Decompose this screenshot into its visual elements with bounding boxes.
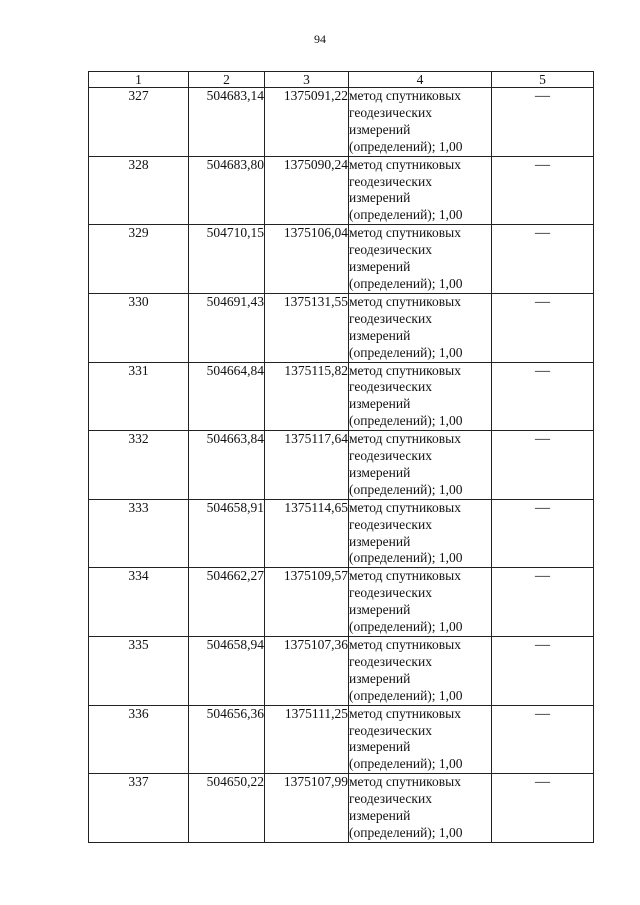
dash-mark: — <box>535 362 550 379</box>
method-cell <box>349 774 492 843</box>
column-5-cell <box>492 499 594 568</box>
column-5-cell <box>492 431 594 500</box>
dash-mark: — <box>535 293 550 310</box>
column-5-cell <box>492 568 594 637</box>
page-number: 94 <box>314 32 326 46</box>
point-number-cell: 333 <box>89 499 189 568</box>
method-text-line: измерений <box>349 396 411 412</box>
y-coordinate-cell: 1375107,99 <box>265 774 349 843</box>
method-text-line: измерений <box>349 259 411 275</box>
method-cell <box>349 431 492 500</box>
y-coordinate-cell: 1375115,82 <box>265 362 349 431</box>
dash-mark: — <box>535 88 550 104</box>
y-coordinate-cell: 1375117,64 <box>265 431 349 500</box>
table-row <box>89 156 594 225</box>
column-5-cell <box>492 225 594 294</box>
point-number-cell: 334 <box>89 568 189 637</box>
method-text-line: (определений); 1,00 <box>349 481 463 497</box>
y-coordinate-cell: 1375114,65 <box>265 499 349 568</box>
dash-mark: — <box>535 431 550 448</box>
dash-mark: — <box>535 705 550 722</box>
y-coordinate-cell: 1375109,57 <box>265 568 349 637</box>
table-row <box>89 88 594 157</box>
method-text-line: метод спутниковых <box>349 293 461 309</box>
method-text-line: метод спутниковых <box>349 499 461 515</box>
point-number-cell: 327 <box>89 88 189 157</box>
header-col-4: 4 <box>349 72 492 88</box>
x-coordinate-cell: 504663,84 <box>189 431 265 500</box>
column-5-cell <box>492 705 594 774</box>
dash-mark: — <box>535 499 550 516</box>
dash-mark: — <box>535 156 550 173</box>
column-5-cell <box>492 637 594 706</box>
column-5-cell <box>492 293 594 362</box>
method-text-line: (определений); 1,00 <box>349 344 463 360</box>
table-row <box>89 362 594 431</box>
method-text-line: (определений); 1,00 <box>349 687 463 703</box>
method-text-line: (определений); 1,00 <box>349 619 463 635</box>
table-body <box>89 88 594 843</box>
method-text-line: геодезических <box>349 104 432 120</box>
method-cell <box>349 705 492 774</box>
method-cell <box>349 568 492 637</box>
table-row <box>89 499 594 568</box>
table-row <box>89 774 594 843</box>
point-number-cell: 332 <box>89 431 189 500</box>
x-coordinate-cell: 504683,80 <box>189 156 265 225</box>
column-5-cell <box>492 88 594 157</box>
method-text-line: измерений <box>349 121 411 137</box>
table-row <box>89 568 594 637</box>
method-text-line: (определений); 1,00 <box>349 275 463 291</box>
method-cell <box>349 225 492 294</box>
table-row <box>89 637 594 706</box>
method-text-line: метод спутниковых <box>349 568 461 584</box>
x-coordinate-cell: 504658,94 <box>189 637 265 706</box>
method-text-line: измерений <box>349 464 411 480</box>
point-number-cell: 335 <box>89 637 189 706</box>
point-number-cell: 331 <box>89 362 189 431</box>
method-text-line: геодезических <box>349 585 432 601</box>
method-text-line: геодезических <box>349 448 432 464</box>
header-col-2: 2 <box>189 72 265 88</box>
method-text-line: метод спутниковых <box>349 431 461 447</box>
method-text-line: метод спутниковых <box>349 156 461 172</box>
method-text-line: измерений <box>349 739 411 755</box>
method-text-line: геодезических <box>349 379 432 395</box>
column-5-cell <box>492 156 594 225</box>
point-number-cell: 330 <box>89 293 189 362</box>
method-text-line: измерений <box>349 533 411 549</box>
method-text-line: измерений <box>349 190 411 206</box>
method-text-line: (определений); 1,00 <box>349 550 463 566</box>
method-text-line: геодезических <box>349 310 432 326</box>
x-coordinate-cell: 504664,84 <box>189 362 265 431</box>
method-text-line: метод спутниковых <box>349 225 461 241</box>
y-coordinate-cell: 1375106,04 <box>265 225 349 294</box>
method-text-line: (определений); 1,00 <box>349 413 463 429</box>
table-row <box>89 293 594 362</box>
y-coordinate-cell: 1375090,24 <box>265 156 349 225</box>
table-row <box>89 225 594 294</box>
point-number-cell: 337 <box>89 774 189 843</box>
method-text-line: геодезических <box>349 791 432 807</box>
method-text-line: измерений <box>349 670 411 686</box>
point-number-cell: 328 <box>89 156 189 225</box>
header-col-3: 3 <box>265 72 349 88</box>
point-number-cell: 329 <box>89 225 189 294</box>
column-5-cell <box>492 362 594 431</box>
x-coordinate-cell: 504656,36 <box>189 705 265 774</box>
method-text-line: измерений <box>349 327 411 343</box>
method-text-line: (определений); 1,00 <box>349 207 463 223</box>
y-coordinate-cell: 1375107,36 <box>265 637 349 706</box>
method-text-line: геодезических <box>349 653 432 669</box>
method-cell <box>349 362 492 431</box>
dash-mark: — <box>535 774 550 791</box>
method-cell <box>349 293 492 362</box>
point-number-cell: 336 <box>89 705 189 774</box>
method-text-line: измерений <box>349 808 411 824</box>
dash-mark: — <box>535 225 550 242</box>
dash-mark: — <box>535 568 550 585</box>
method-cell <box>349 499 492 568</box>
table-row <box>89 431 594 500</box>
y-coordinate-cell: 1375091,22 <box>265 88 349 157</box>
coordinates-table <box>88 71 594 843</box>
column-5-cell <box>492 774 594 843</box>
x-coordinate-cell: 504683,14 <box>189 88 265 157</box>
method-cell <box>349 156 492 225</box>
method-text-line: метод спутниковых <box>349 88 461 103</box>
table-row <box>89 705 594 774</box>
method-text-line: геодезических <box>349 242 432 258</box>
method-text-line: геодезических <box>349 516 432 532</box>
x-coordinate-cell: 504662,27 <box>189 568 265 637</box>
header-col-5: 5 <box>492 72 594 88</box>
dash-mark: — <box>535 637 550 653</box>
method-text-line: (определений); 1,00 <box>349 138 463 154</box>
x-coordinate-cell: 504691,43 <box>189 293 265 362</box>
header-row <box>89 72 594 88</box>
method-text-line: метод спутниковых <box>349 637 461 652</box>
method-text-line: (определений); 1,00 <box>349 756 463 772</box>
table-header <box>89 72 594 88</box>
method-text-line: метод спутниковых <box>349 774 461 790</box>
x-coordinate-cell: 504658,91 <box>189 499 265 568</box>
method-text-line: измерений <box>349 602 411 618</box>
method-text-line: геодезических <box>349 173 432 189</box>
method-text-line: геодезических <box>349 722 432 738</box>
method-cell <box>349 637 492 706</box>
method-text-line: метод спутниковых <box>349 362 461 378</box>
x-coordinate-cell: 504650,22 <box>189 774 265 843</box>
y-coordinate-cell: 1375131,55 <box>265 293 349 362</box>
method-cell <box>349 88 492 157</box>
x-coordinate-cell: 504710,15 <box>189 225 265 294</box>
header-col-1: 1 <box>89 72 189 88</box>
method-text-line: метод спутниковых <box>349 705 461 721</box>
y-coordinate-cell: 1375111,25 <box>265 705 349 774</box>
method-text-line: (определений); 1,00 <box>349 824 463 840</box>
